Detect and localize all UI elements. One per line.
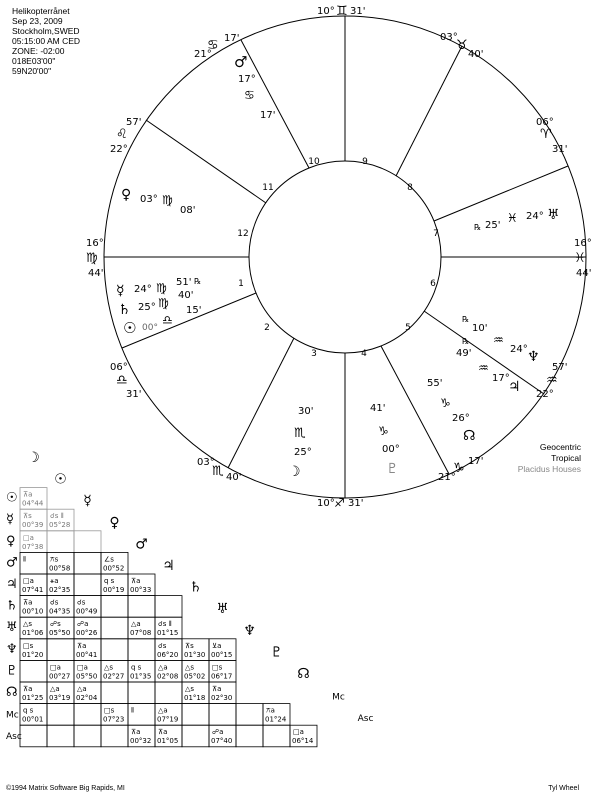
aspect-cell-5-4 <box>128 596 155 618</box>
aspect-symbol-10-3: □s <box>104 706 115 715</box>
saturn-degree: 25° <box>138 302 156 313</box>
house-number-3: 3 <box>311 349 317 359</box>
aspect-cell-7-3 <box>101 639 128 661</box>
chart-name: Helikopterrånet <box>12 6 70 16</box>
aspect-grid-column-label-9: ♇ <box>270 644 283 661</box>
aspect-orb-10-3: 07°23 <box>103 715 125 724</box>
aspect-orb-5-1: 04°35 <box>49 607 71 616</box>
aspect-cell-11-9 <box>263 725 290 747</box>
aspect-orb-6-4: 07°08 <box>130 629 152 638</box>
aspect-symbol-4-0: □a <box>23 577 34 585</box>
mercury-degree: 24° <box>134 284 152 295</box>
aspect-symbol-4-1: ⚹a <box>50 577 59 585</box>
mc-cusp-degree: 10° <box>317 6 335 17</box>
mercury-icon: ☿ <box>116 283 125 299</box>
house-number-9: 9 <box>362 157 368 167</box>
aspect-symbol-7-5: ☌s <box>158 641 167 650</box>
aspect-symbol-3-1: ⚻s <box>50 555 59 564</box>
aspect-orb-9-2: 02°04 <box>76 694 98 702</box>
aspect-grid-row-label-0: ☉ <box>6 490 18 506</box>
sun-minutes: 15' <box>186 305 202 316</box>
cusp-5-minutes: 40' <box>226 472 242 483</box>
north-node-icon: ☊ <box>463 428 476 444</box>
chart-place: Stockholm,SWED <box>12 26 80 36</box>
dsc-cusp-minutes: 44' <box>576 268 592 279</box>
neptune-icon: ♆ <box>527 349 540 365</box>
aspect-orb-6-0: 01°06 <box>22 629 44 638</box>
chart-date: Sep 23, 2009 <box>12 16 63 26</box>
aspect-orb-7-5: 06°20 <box>157 650 179 659</box>
cusp-12-minutes: 31' <box>552 144 568 155</box>
venus-icon: ♀ <box>121 187 132 203</box>
aspect-orb-9-7: 02°30 <box>211 694 233 702</box>
cusp-9-sign: ♋ <box>207 38 219 53</box>
aspect-orb-4-3: 00°19 <box>103 586 125 594</box>
pluto-icon: ♇ <box>386 461 399 477</box>
aspect-cell-10-8 <box>236 704 263 726</box>
cusp-3-minutes: 17' <box>468 456 484 467</box>
aspect-symbol-6-2: ☍a <box>77 620 89 629</box>
chart-longitude: 018E03'00" <box>12 56 56 66</box>
aspect-orb-0-0: 04°44 <box>22 499 44 508</box>
saturn-minutes: 40' <box>178 290 194 301</box>
uranus-icon: ♅ <box>547 207 560 223</box>
aspect-cell-5-3 <box>101 596 128 618</box>
cusp-9-degree: 21° <box>194 49 212 60</box>
house-number-4: 4 <box>361 349 367 359</box>
aspect-symbol-6-5: ☌s ⫴ <box>158 620 172 629</box>
aspect-orb-7-0: 01°20 <box>22 650 44 659</box>
aspect-grid-row-label-11: Asc <box>6 732 22 743</box>
dsc-cusp-degree: 16° <box>574 238 592 249</box>
mc-cusp-minutes: 31' <box>350 6 366 17</box>
legend-geocentric: Geocentric <box>539 442 581 452</box>
aspect-orb-8-2: 05°50 <box>76 672 98 681</box>
node-minutes: 55' <box>427 378 443 389</box>
aspect-grid-column-label-11: Mc <box>332 692 345 703</box>
aspect-orb-9-0: 01°25 <box>22 694 44 702</box>
jupiter-degree: 17° <box>492 373 510 384</box>
aspect-orb-3-3: 00°52 <box>103 564 125 573</box>
house-number-8: 8 <box>407 183 413 193</box>
node-sign: ♑ <box>440 396 451 410</box>
aspect-symbol-7-7: ⊻a <box>212 641 222 650</box>
aspect-symbol-8-5: △a <box>158 663 168 672</box>
aspect-cell-3-2 <box>74 552 101 574</box>
sun-sign: ♎ <box>162 313 173 327</box>
aspect-grid-column-label-12: Asc <box>357 714 374 725</box>
aspect-cell-7-4 <box>128 639 155 661</box>
aspect-orb-11-4: 00°32 <box>130 737 152 746</box>
aspect-symbol-6-4: △a <box>131 620 141 629</box>
aspect-cell-2-1 <box>47 531 74 553</box>
neptune-retrograde: ℞ <box>462 315 470 324</box>
uranus-sign: ♓ <box>507 211 518 225</box>
aspect-symbol-8-1: □a <box>50 663 61 672</box>
aspect-grid-row-label-2: ♀ <box>6 533 16 549</box>
aspect-symbol-4-3: q s <box>104 577 115 585</box>
aspect-cell-11-3 <box>101 725 128 747</box>
aspect-symbol-10-0: q s <box>23 706 34 715</box>
aspect-orb-8-3: 02°27 <box>103 672 125 681</box>
mercury-sign: ♍ <box>156 281 167 295</box>
sun-icon: ☉ <box>123 319 137 337</box>
aspect-cell-9-4 <box>128 682 155 704</box>
mc-cusp-sign: ♊ <box>336 4 348 19</box>
aspect-symbol-3-0: ⫴ <box>23 555 26 564</box>
aspect-orb-1-1: 05°28 <box>49 521 71 530</box>
pluto-minutes: 41' <box>370 403 386 414</box>
legend-house-system: Placidus Houses <box>517 464 581 474</box>
jupiter-sign: ♒ <box>478 361 489 375</box>
aspect-grid-column-label-7: ♅ <box>216 601 229 618</box>
aspect-symbol-7-6: ⊼s <box>185 641 194 650</box>
aspect-orb-7-6: 01°30 <box>184 650 206 659</box>
aspect-cell-11-8 <box>236 725 263 747</box>
aspect-symbol-8-2: □a <box>77 663 88 672</box>
cusp-9-minutes: 17' <box>224 33 240 44</box>
mars-minutes: 17' <box>260 110 276 121</box>
chart-time: 05:15:00 AM CED <box>12 36 81 46</box>
aspect-grid-column-label-0: ☽ <box>27 450 40 466</box>
cusp-8-sign: ♌ <box>116 127 128 142</box>
aspect-symbol-10-5: △a <box>158 706 168 715</box>
asc-cusp-sign: ♍ <box>86 251 98 266</box>
aspect-orb-4-4: 00°33 <box>130 586 152 594</box>
aspect-symbol-8-6: △s <box>185 663 195 672</box>
aspect-orb-10-0: 00°01 <box>22 715 44 724</box>
aspect-symbol-7-0: □s <box>23 641 34 650</box>
aspect-symbol-11-10: □a <box>293 728 304 737</box>
cusp-12-degree: 06° <box>536 117 554 128</box>
neptune-minutes: 10' <box>472 323 488 334</box>
aspect-grid-row-label-7: ♆ <box>6 641 18 657</box>
mercury-minutes: 51' <box>176 277 192 288</box>
cusp-3-sign: ♑ <box>453 461 465 476</box>
ic-cusp-sign: ♐ <box>334 496 345 510</box>
aspect-grid-column-label-1: ☉ <box>54 471 67 488</box>
aspect-orb-4-0: 07°41 <box>22 586 44 594</box>
aspect-grid-column-label-4: ♂ <box>135 536 148 553</box>
legend-tropical: Tropical <box>551 453 581 463</box>
aspect-cell-11-6 <box>182 725 209 747</box>
aspect-symbol-4-4: ⊼a <box>131 577 141 585</box>
jupiter-retrograde: ℞ <box>462 337 470 346</box>
ic-cusp-degree: 10° <box>317 498 335 509</box>
aspect-cell-10-6 <box>182 704 209 726</box>
chart-latitude: 59N20'00" <box>12 66 52 76</box>
mars-sign: ♋ <box>244 88 255 102</box>
jupiter-minutes: 49' <box>456 348 472 359</box>
aspect-grid-column-label-10: ☊ <box>297 666 310 682</box>
aspect-orb-3-1: 00°58 <box>49 564 71 573</box>
cusp-8-minutes: 57' <box>126 117 142 128</box>
aspect-symbol-5-0: ⊼a <box>23 598 33 607</box>
dsc-cusp-sign: ♓ <box>574 251 586 266</box>
pluto-sign: ♑ <box>378 424 389 438</box>
aspect-symbol-9-6: △s <box>185 685 195 693</box>
aspect-cell-9-3 <box>101 682 128 704</box>
aspect-symbol-7-2: ⊼a <box>77 641 87 650</box>
aspect-grid-row-label-1: ☿ <box>6 512 14 528</box>
cusp-5-degree: 03° <box>197 457 215 468</box>
cusp-11-sign: ♉ <box>456 38 468 53</box>
aspect-orb-11-7: 07°40 <box>211 737 233 746</box>
aspect-symbol-5-2: ☌s <box>77 598 86 607</box>
cusp-3-degree: 21° <box>438 472 456 483</box>
aspect-cell-4-2 <box>74 574 101 596</box>
aspect-grid-row-label-8: ♇ <box>6 663 18 679</box>
wheel-style-footer: Tyl Wheel <box>548 785 579 792</box>
aspect-grid-column-label-6: ♄ <box>189 579 202 596</box>
pluto-degree: 00° <box>382 444 400 455</box>
aspect-orb-8-6: 05°02 <box>184 672 206 681</box>
aspect-grid-row-label-10: Mc <box>6 710 19 721</box>
aspect-orb-4-1: 02°35 <box>49 586 71 594</box>
aspect-orb-8-4: 01°35 <box>130 672 152 681</box>
aspect-cell-11-0 <box>20 725 47 747</box>
aspect-symbol-11-4: ⊼a <box>131 728 141 737</box>
neptune-sign: ♒ <box>493 333 504 347</box>
aspect-symbol-10-4: ⫴ <box>131 706 134 715</box>
node-degree: 26° <box>452 413 470 424</box>
house-number-5: 5 <box>405 323 411 333</box>
aspect-symbol-9-0: ⊼a <box>23 685 33 693</box>
house-number-12: 12 <box>237 229 249 239</box>
venus-sign: ♍ <box>162 193 173 207</box>
aspect-cell-8-0 <box>20 660 47 682</box>
aspect-symbol-6-1: ☍s <box>50 620 61 629</box>
aspect-symbol-11-5: ⊼a <box>158 728 168 737</box>
cusp-8-degree: 22° <box>110 144 128 155</box>
venus-minutes: 08' <box>180 205 196 216</box>
cusp-5-sign: ♏ <box>212 464 224 479</box>
aspect-symbol-8-3: △s <box>104 663 114 672</box>
aspect-cell-7-1 <box>47 639 74 661</box>
aspect-orb-9-1: 03°19 <box>49 694 71 702</box>
aspect-symbol-5-1: ☌s <box>50 598 59 607</box>
house-number-10: 10 <box>308 157 320 167</box>
cusp-2-minutes: 57' <box>552 362 568 373</box>
sun-degree: 00° <box>142 323 158 333</box>
aspect-orb-5-2: 00°49 <box>76 607 98 616</box>
cusp-6-sign: ♎ <box>116 373 128 388</box>
aspect-grid-row-label-5: ♄ <box>6 598 18 614</box>
aspect-symbol-9-7: ⊼a <box>212 685 222 693</box>
neptune-degree: 24° <box>510 344 528 355</box>
house-number-1: 1 <box>238 279 244 289</box>
aspect-orb-10-9: 01°24 <box>265 715 287 724</box>
aspect-orb-11-5: 01°05 <box>157 737 179 746</box>
aspect-cell-11-1 <box>47 725 74 747</box>
aspect-grid-row-label-4: ♃ <box>6 577 18 593</box>
aspect-grid-column-label-5: ♃ <box>162 558 175 574</box>
copyright-footer: ©1994 Matrix Software Big Rapids, MI <box>6 785 125 792</box>
moon-sign: ♏ <box>294 426 306 441</box>
aspect-cell-2-2 <box>74 531 101 553</box>
aspect-cell-11-2 <box>74 725 101 747</box>
jupiter-icon: ♃ <box>508 379 521 395</box>
aspect-symbol-1-0: ⊼s <box>23 512 32 521</box>
moon-minutes: 30' <box>298 406 314 417</box>
aspect-grid-row-label-3: ♂ <box>6 555 18 571</box>
aspect-symbol-9-1: △a <box>50 685 60 693</box>
aspect-orb-8-7: 06°17 <box>211 672 233 681</box>
saturn-sign: ♍ <box>158 296 169 310</box>
aspect-symbol-8-7: □s <box>212 663 223 672</box>
moon-degree: 25° <box>294 447 312 458</box>
aspect-cell-10-1 <box>47 704 74 726</box>
cusp-2-sign: ♒ <box>546 373 558 388</box>
cusp-12-sign: ♈ <box>540 127 552 142</box>
cusp-2-degree: 22° <box>536 389 554 400</box>
house-number-7: 7 <box>433 229 439 239</box>
aspect-orb-7-7: 00°15 <box>211 650 233 659</box>
aspect-symbol-6-0: △s <box>23 620 33 629</box>
ic-cusp-minutes: 31' <box>348 498 364 509</box>
aspect-orb-5-0: 00°10 <box>22 607 44 616</box>
aspect-grid-row-label-9: ☊ <box>6 685 18 701</box>
aspect-orb-2-0: 07°38 <box>22 542 44 551</box>
saturn-icon: ♄ <box>118 302 131 318</box>
aspect-symbol-10-9: ⚻a <box>266 706 275 715</box>
chart-zone: ZONE: -02:00 <box>12 46 65 56</box>
aspect-symbol-11-7: ☍a <box>212 728 224 737</box>
aspect-orb-6-5: 01°15 <box>157 629 179 638</box>
house-number-11: 11 <box>262 183 274 193</box>
aspect-symbol-9-2: △a <box>77 685 87 693</box>
aspect-orb-11-10: 06°14 <box>292 737 314 746</box>
aspect-grid-row-label-6: ♅ <box>6 620 18 636</box>
aspect-cell-10-7 <box>209 704 236 726</box>
aspect-symbol-1-1: ☌s ⫴ <box>50 512 64 521</box>
aspect-cell-9-5 <box>155 682 182 704</box>
aspect-orb-8-1: 00°27 <box>49 672 71 681</box>
aspect-symbol-2-0: □a <box>23 533 34 542</box>
house-number-2: 2 <box>264 323 270 333</box>
uranus-degree: 24° <box>526 211 544 222</box>
venus-degree: 03° <box>140 194 158 205</box>
aspect-grid-column-label-2: ☿ <box>83 493 92 510</box>
aspect-symbol-0-0: ⊼a <box>23 490 33 499</box>
asc-cusp-minutes: 44' <box>88 268 104 279</box>
mercury-retrograde: ℞ <box>194 277 202 286</box>
aspect-symbol-3-3: ∠s <box>104 555 114 564</box>
aspect-grid-column-label-8: ♆ <box>243 622 256 639</box>
aspect-cell-5-5 <box>155 596 182 618</box>
aspect-orb-9-6: 01°18 <box>184 694 206 702</box>
cusp-6-minutes: 31' <box>126 389 142 400</box>
aspect-grid-column-label-3: ♀ <box>109 514 120 531</box>
aspect-cell-6-3 <box>101 617 128 639</box>
house-number-6: 6 <box>430 279 436 289</box>
uranus-retrograde: ℞ <box>474 223 482 232</box>
aspect-orb-7-2: 00°41 <box>76 650 98 659</box>
aspect-orb-1-0: 00°39 <box>22 521 44 530</box>
aspect-symbol-8-4: q s <box>131 663 142 672</box>
aspect-orb-10-5: 07°19 <box>157 715 179 724</box>
asc-cusp-degree: 16° <box>86 238 104 249</box>
mars-icon: ♂ <box>234 53 248 71</box>
cusp-6-degree: 06° <box>110 362 128 373</box>
cusp-11-degree: 03° <box>440 32 458 43</box>
uranus-minutes: 25' <box>485 220 501 231</box>
cusp-11-minutes: 40' <box>468 49 484 60</box>
aspect-orb-6-1: 05°50 <box>49 629 71 638</box>
moon-icon: ☽ <box>288 464 301 480</box>
aspect-orb-8-5: 02°08 <box>157 672 179 681</box>
aspect-cell-10-2 <box>74 704 101 726</box>
aspect-orb-6-2: 00°26 <box>76 629 98 638</box>
mars-degree: 17° <box>238 74 256 85</box>
